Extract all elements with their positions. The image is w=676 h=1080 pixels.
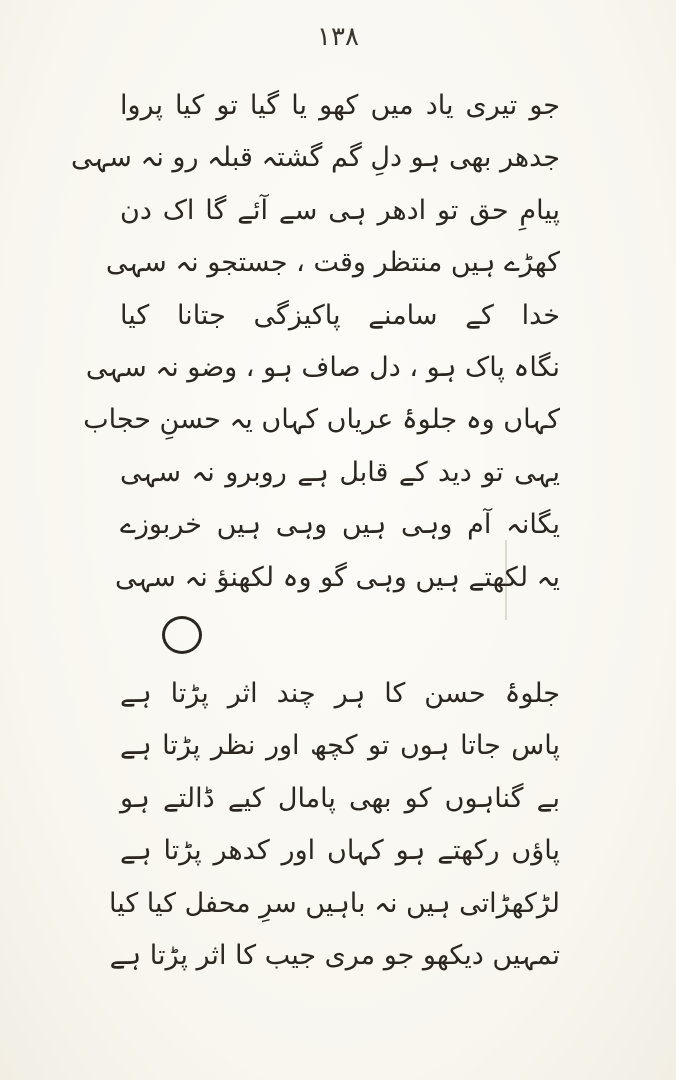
verse-line: نگاہ پاک ہو ، دل صاف ہو ، وضو نہ سہی xyxy=(85,351,560,383)
verse-line: کھڑے ہیں منتظر وقت ، جستجو نہ سہی xyxy=(105,247,560,279)
verse-line: خدا کے سامنے پاکیزگی جتانا کیا xyxy=(120,299,560,331)
verse-line: جلوۂ حسن کا ہر چند اثر پڑتا ہے xyxy=(120,678,560,709)
verse-line: پیامِ حق تو ادھر ہی سے آئے گا اک دن xyxy=(120,194,560,226)
verse-line: جو تیری یاد میں کھو یا گیا تو کیا پروا xyxy=(120,90,560,121)
verse-line: کہاں وہ جلوۂ عریاں کہاں یہ حسنِ حجاب xyxy=(83,404,560,436)
verse-line: پاس جاتا ہوں تو کچھ اور نظر پڑتا ہے xyxy=(120,730,560,762)
section-divider-circle xyxy=(162,616,202,654)
page-number: ۱۳۸ xyxy=(317,22,359,52)
verse-line: لڑکھڑاتی ہیں نہ باہیں سرِ محفل کیا کیا xyxy=(108,887,560,919)
verse-line: یہ لکھتے ہیں وہی گو وہ لکھنؤ نہ سہی xyxy=(114,561,560,593)
stanza-2 xyxy=(108,668,560,982)
verse-line: یہی تو دید کے قابل ہے روبرو نہ سہی xyxy=(120,456,560,488)
verse-line: جدھر بھی ہو دلِ گم گشتہ قبلہ رو نہ سہی xyxy=(70,142,560,174)
verse-line: پاؤں رکھتے ہو کہاں اور کدھر پڑتا ہے xyxy=(120,835,560,867)
verse-line: یگانہ آم وہی ہیں وہی ہیں خربوزے xyxy=(120,509,560,541)
stanza-1 xyxy=(70,80,560,604)
verse-line: بے گناہوں کو بھی پامال کیے ڈالتے ہو xyxy=(120,782,560,814)
verse-line: تمہیں دیکھو جو مری جیب کا اثر پڑتا ہے xyxy=(109,939,560,971)
